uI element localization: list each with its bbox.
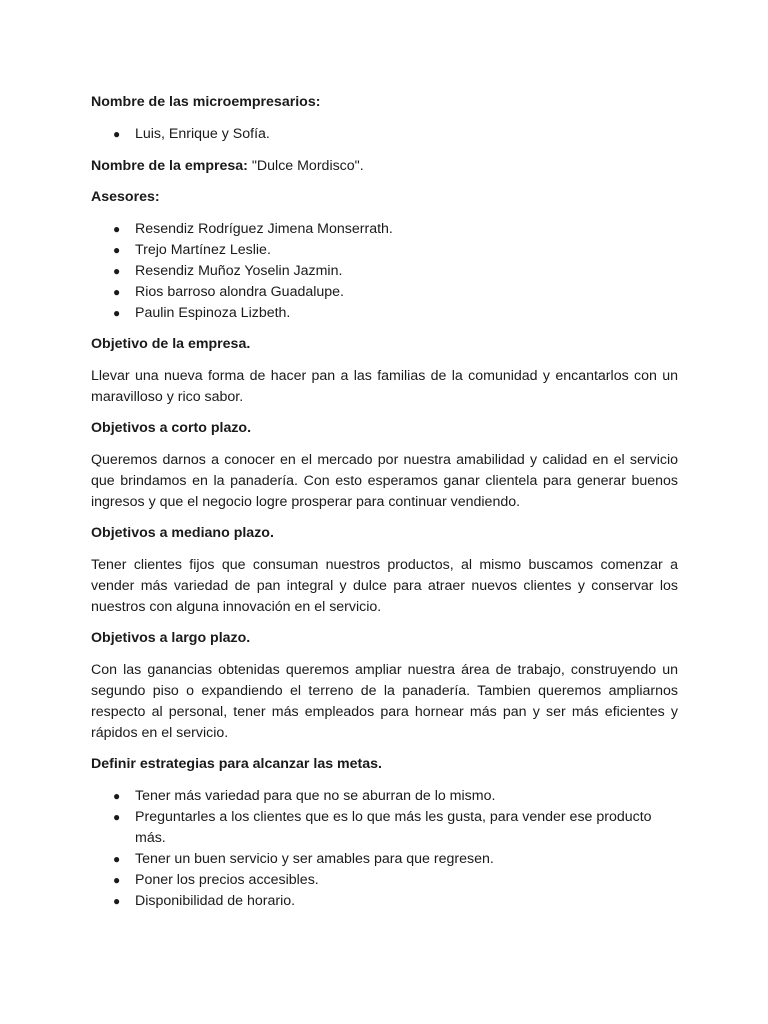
largo-plazo-heading: Objetivos a largo plazo. bbox=[91, 630, 251, 646]
largo-plazo-text: Con las ganancias obtenidas queremos ampliar nuestra área de trabajo, construyendo un segundo piso o expandiendo el terreno de la panadería. Tambien queremos ampliarnos respecto al personal, tener más empleados para hornear más pan y ser más eficientes y rápidos en el servicio. bbox=[91, 662, 678, 741]
bullet-icon: ● bbox=[113, 852, 121, 866]
list-item: ● Luis, Enrique y Sofía. bbox=[91, 124, 678, 145]
estrategias-list bbox=[91, 786, 678, 912]
bullet-icon: ● bbox=[113, 285, 121, 299]
asesores-list bbox=[91, 219, 678, 324]
bullet-icon: ● bbox=[113, 222, 121, 236]
bullet-icon: ● bbox=[113, 789, 121, 803]
bullet-icon: ● bbox=[113, 264, 121, 278]
mediano-plazo-text: Tener clientes fijos que consuman nuestros productos, al mismo buscamos comenzar a vender más variedad de pan integral y dulce para atraer nuevos clientes y conservar los nuestros con alguna innovación en el servicio. bbox=[91, 557, 678, 615]
mediano-plazo-heading: Objetivos a mediano plazo. bbox=[91, 525, 274, 541]
empresa-line bbox=[91, 156, 678, 177]
bullet-icon: ● bbox=[113, 243, 121, 257]
bullet-icon: ● bbox=[113, 810, 121, 824]
empresa-name: "Dulce Mordisco". bbox=[247, 158, 364, 174]
bullet-icon: ● bbox=[113, 306, 121, 320]
list-item: ● Tener un buen servicio y ser amables para que regresen. bbox=[91, 849, 678, 870]
bullet-icon: ● bbox=[113, 873, 121, 887]
corto-plazo-heading: Objetivos a corto plazo. bbox=[91, 420, 252, 436]
objetivo-text: Llevar una nueva forma de hacer pan a las familias de la comunidad y encantarlos con un maravilloso y rico sabor. bbox=[91, 368, 678, 405]
microempresarios-list bbox=[91, 124, 678, 145]
list-item: ● Disponibilidad de horario. bbox=[91, 891, 678, 912]
list-item: ● Poner los precios accesibles. bbox=[91, 870, 678, 891]
list-item: ● Resendiz Rodríguez Jimena Monserrath. bbox=[91, 219, 678, 240]
list-item: ● Preguntarles a los clientes que es lo que más les gusta, para vender ese producto más. bbox=[113, 809, 652, 846]
list-item: ● Rios barroso alondra Guadalupe. bbox=[91, 282, 678, 303]
list-item: ● Paulin Espinoza Lizbeth. bbox=[91, 303, 678, 324]
list-item: ● Trejo Martínez Leslie. bbox=[91, 240, 678, 261]
objetivo-heading: Objetivo de la empresa. bbox=[91, 336, 251, 352]
estrategias-heading: Definir estrategias para alcanzar las metas. bbox=[91, 756, 382, 772]
list-item: ● Resendiz Muñoz Yoselin Jazmin. bbox=[91, 261, 678, 282]
bullet-icon: ● bbox=[113, 127, 121, 141]
bullet-icon: ● bbox=[113, 894, 121, 908]
list-item: ● Tener más variedad para que no se aburran de lo mismo. bbox=[91, 786, 678, 807]
empresa-heading: Nombre de la empresa: bbox=[91, 158, 248, 174]
asesores-heading: Asesores: bbox=[91, 189, 160, 205]
microempresarios-heading: Nombre de las microempresarios: bbox=[91, 94, 321, 110]
document-page bbox=[91, 92, 678, 912]
corto-plazo-text: Queremos darnos a conocer en el mercado por nuestra amabilidad y calidad en el servicio que brindamos en la panadería. Con esto esperamos ganar clientela para generar buenos ingresos y que el negocio logre prosperar para continuar vendiendo. bbox=[91, 452, 678, 510]
